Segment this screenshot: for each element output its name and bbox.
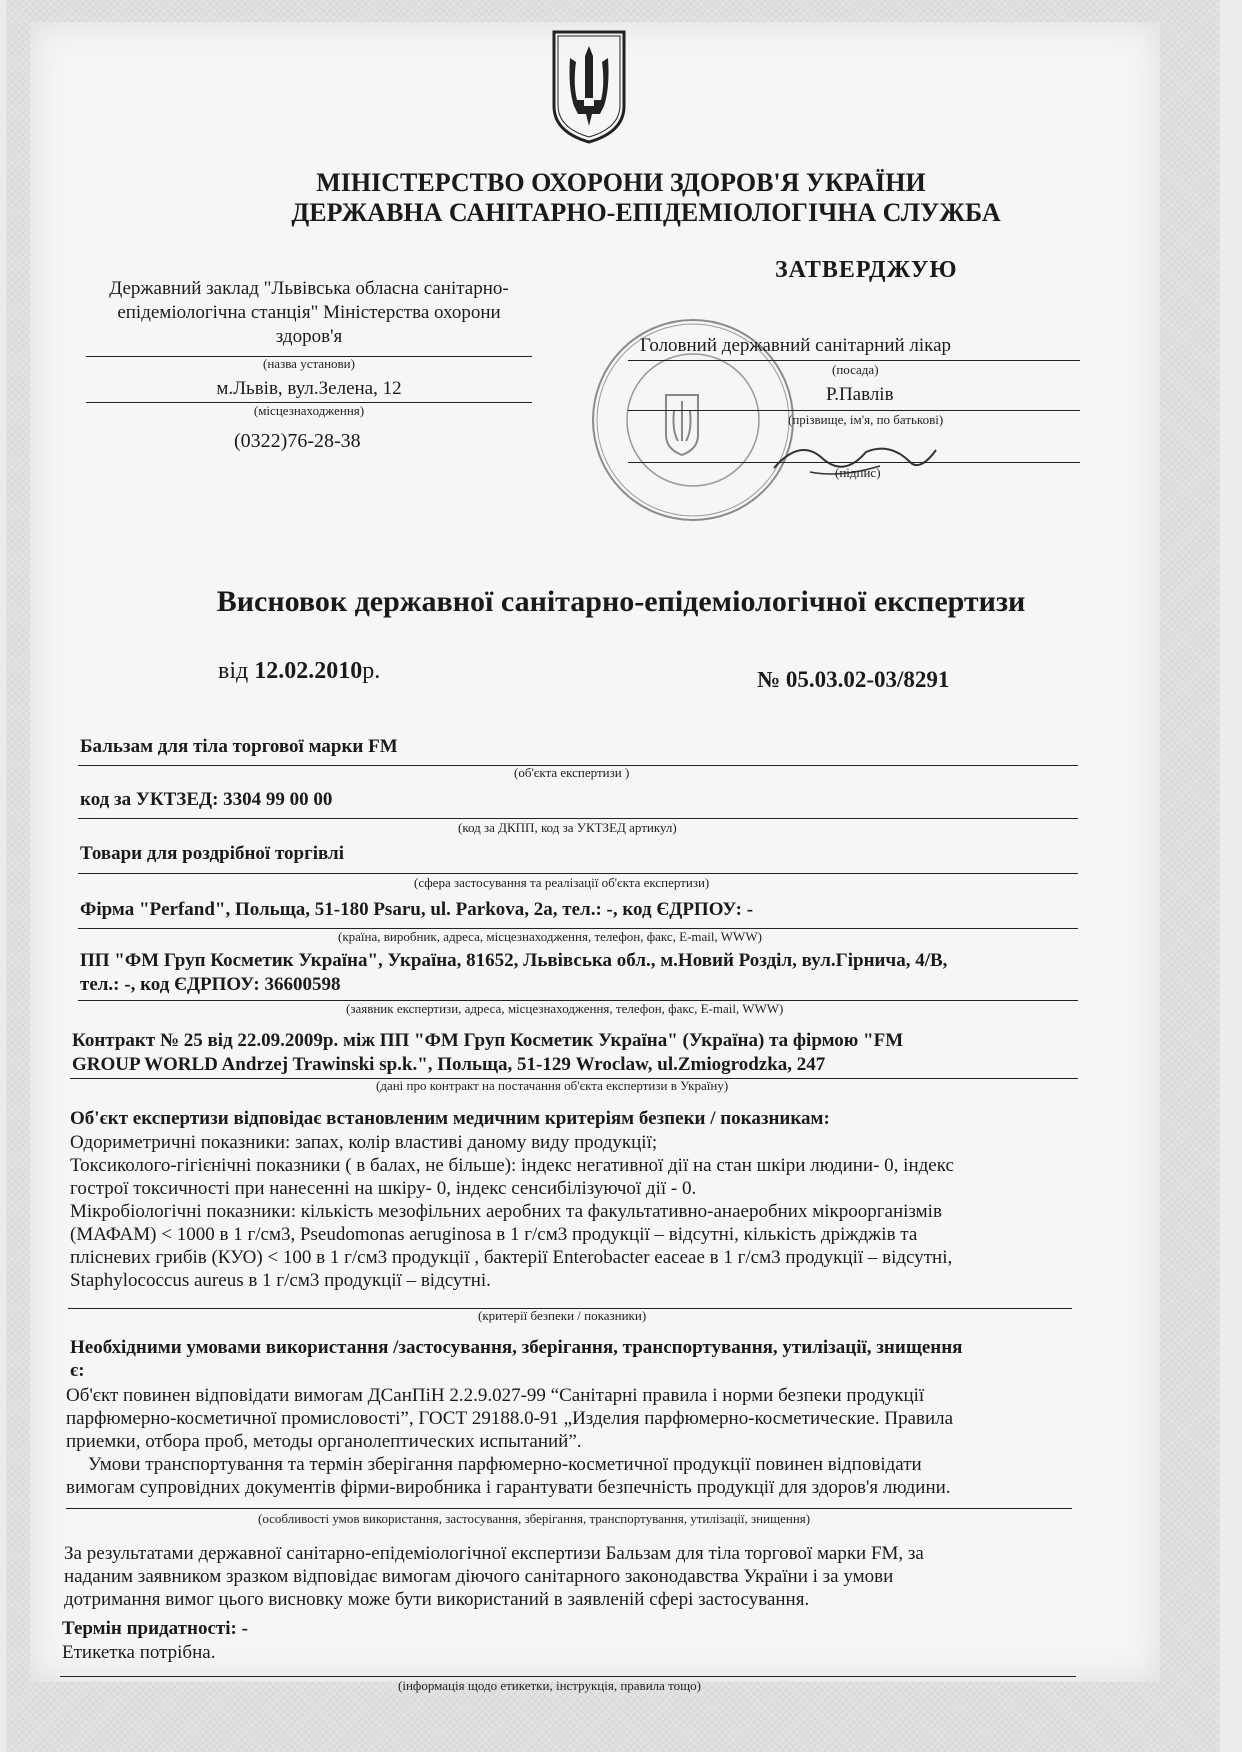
label-underline — [60, 1676, 1076, 1677]
code-underline — [78, 818, 1078, 819]
scope-caption: (сфера застосування та реалізації об'єкта експертизи) — [414, 875, 710, 890]
applicant-caption: (заявник експертизи, адреса, місцезнаходження, телефон, факс, E-mail, WWW) — [346, 1001, 784, 1016]
position-underline — [628, 360, 1080, 361]
criteria-line: Одориметричні показники: запах, колір властиві даному виду продукції; — [70, 1132, 658, 1153]
criteria-heading: Об'єкт експертизи відповідає встановленим медичним критеріям безпеки / показникам: — [70, 1108, 830, 1129]
ministry-title: МІНІСТЕРСТВО ОХОРОНИ ЗДОРОВ'Я УКРАЇНИ — [316, 168, 926, 197]
conditions-line: вимогам супровідних документів фірми-виробника і гарантувати безпечність продукції для здоров'я людини. — [66, 1477, 951, 1498]
manufacturer: Фірма "Perfand", Польща, 51-180 Psaru, ul. Parkova, 2a, тел.: -, код ЄДРПОУ: - — [80, 899, 754, 920]
conditions-heading-line1: Необхідними умовами використання /застосування, зберігання, транспортування, утилізації, знищення — [70, 1337, 963, 1358]
shelf-life-label: Термін придатності: - — [62, 1618, 248, 1639]
scope-underline — [78, 873, 1078, 874]
scope: Товари для роздрібної торгівлі — [80, 843, 344, 864]
date-prefix: від — [218, 658, 249, 684]
name-underline — [628, 410, 1080, 411]
institution-address: м.Львів, вул.Зелена, 12 — [216, 378, 402, 399]
name-caption: (прізвище, ім'я, по батькові) — [788, 412, 944, 427]
conditions-heading-line2: є: — [70, 1360, 85, 1381]
signature-underline — [628, 462, 1080, 463]
contract-caption: (дані про контракт на постачання об'єкта експертизи в Україну) — [376, 1078, 729, 1093]
signature-caption: (підпис) — [835, 465, 881, 480]
contract-line2: GROUP WORLD Andrzej Trawinski sp.k.", Польща, 51-129 Wroclaw, ul.Zmiogrodzka, 247 — [72, 1054, 826, 1075]
institution-name-line1: Державний заклад "Львівська обласна санітарно- — [109, 278, 509, 299]
label-caption: (інформація щодо етикетки, інструкція, правила тощо) — [398, 1678, 702, 1693]
criteria-line: (МАФАМ) < 1000 в 1 г/см3, Pseudomonas aeruginosa в 1 г/см3 продукції – відсутні, кількість дріжджів та — [70, 1224, 918, 1245]
document-number: № 05.03.02-03/8291 — [757, 667, 950, 692]
conditions-line: приемки, отбора проб, методы органолептических испытаний”. — [66, 1431, 582, 1452]
institution-name-line3: здоров'я — [275, 326, 343, 347]
institution-phone: (0322)76-28-38 — [234, 430, 361, 452]
approver-name: Р.Павлів — [826, 384, 894, 405]
conditions-line: Умови транспортування та термін зберігання парфюмерно-косметичної продукції повинен відповідати — [88, 1454, 922, 1475]
trident-coat-of-arms-icon — [550, 28, 628, 151]
ukt-code: код за УКТЗЕД: 3304 99 00 00 — [80, 789, 333, 810]
label-required-text: Етикетка потрібна. — [62, 1642, 216, 1663]
criteria-line: Мікробіологічні показники: кількість мезофільних аеробних та факультативно-анаеробних мікроорганізмів — [70, 1201, 942, 1222]
conditions-underline — [66, 1508, 1072, 1509]
ministry-header — [0, 168, 1242, 228]
criteria-caption: (критерії безпеки / показники) — [478, 1308, 647, 1323]
institution-block — [78, 277, 540, 349]
conditions-line: парфюмерно-косметичної промисловості”, ГОСТ 29188.0-91 „Изделия парфюмерно-косметические. Правила — [66, 1408, 954, 1429]
document-date — [218, 658, 380, 685]
conclusion-line: За результатами державної санітарно-епідеміологічної експертизи Бальзам для тіла торгової марки FM, за — [64, 1543, 924, 1564]
criteria-text — [70, 1131, 954, 1292]
criteria-line: плісневих грибів (КУО) < 100 в 1 г/см3 продукції , бактерії Enterobacter eaceae в 1 г/см3 продукції – відсутні, — [70, 1247, 953, 1268]
service-title: ДЕРЖАВНА САНІТАРНО-ЕПІДЕМІОЛОГІЧНА СЛУЖБА — [291, 198, 1001, 227]
position-caption: (посада) — [832, 362, 879, 377]
conclusion-text — [64, 1542, 924, 1611]
criteria-line: гострої токсичності при нанесенні на шкіру- 0, індекс сенсибілізуючої дії - 0. — [70, 1178, 697, 1199]
object-caption: (об'єкта експертизи ) — [514, 765, 630, 780]
object-name: Бальзам для тіла торгової марки FM — [80, 736, 398, 757]
conditions-text — [66, 1384, 953, 1499]
institution-name-line2: епідеміологічна станція" Міністерства охорони — [117, 302, 501, 323]
criteria-line: Токсиколого-гігієнічні показники ( в балах, не більше): індекс негативної дії на стан шкіри людини- 0, індекс — [70, 1155, 954, 1176]
address-caption: (місцезнаходження) — [253, 403, 365, 418]
conditions-caption: (особливості умов використання, застосування, зберігання, транспортування, утилізації, знищення) — [258, 1511, 811, 1526]
date-value: 12.02.2010 — [254, 658, 363, 684]
institution-caption: (назва установи) — [263, 356, 355, 371]
applicant-line1: ПП "ФМ Груп Косметик Україна", Україна, 81652, Львівська обл., м.Новий Розділ, вул.Гірнича, 4/В, — [80, 950, 948, 971]
conditions-line: Об'єкт повинен відповідати вимогам ДСанПіН 2.2.9.027-99 “Санітарні правила і норми безпеки продукції — [66, 1385, 925, 1406]
date-suffix: р. — [362, 658, 381, 684]
conclusion-line: дотримання вимог цього висновку може бути використаний в заявленій сфері застосування. — [64, 1589, 810, 1610]
manufacturer-caption: (країна, виробник, адреса, місцезнаходження, телефон, факс, E-mail, WWW) — [338, 929, 762, 944]
approver-position: Головний державний санітарний лікар — [640, 335, 952, 356]
contract-line1: Контракт № 25 від 22.09.2009р. між ПП "ФМ Груп Косметик Україна" (Україна) та фірмою "FM — [72, 1030, 904, 1051]
conclusion-line: наданим заявником зразком відповідає вимогам діючого санітарного законодавства України і за умови — [64, 1566, 894, 1587]
applicant-line2: тел.: -, код ЄДРПОУ: 36600598 — [80, 974, 341, 995]
document-title: Висновок державної санітарно-епідеміологічної експертизи — [216, 585, 1026, 618]
criteria-line: Staphylococcus aureus в 1 г/см3 продукції – відсутні. — [70, 1270, 491, 1291]
approval-title: ЗАТВЕРДЖУЮ — [775, 257, 958, 283]
code-caption: (код за ДКПП, код за УКТЗЕД артикул) — [458, 820, 677, 835]
